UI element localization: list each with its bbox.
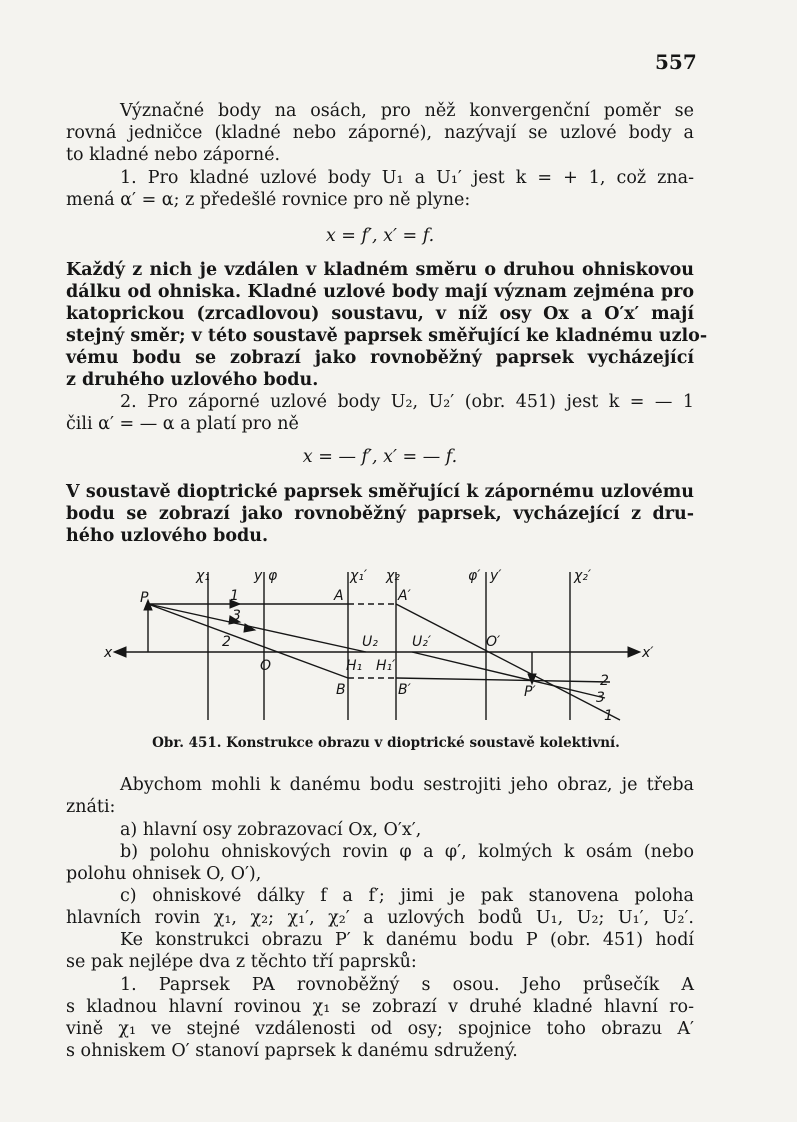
label-x: x <box>104 645 113 661</box>
paragraph-line: 1. Pro kladné uzlové body U₁ a U₁′ jest k = + 1, což zna- <box>120 168 694 188</box>
paragraph-line: mená α′ = α; z předešlé rovnice pro ně plyne: <box>66 190 471 210</box>
label-ray-2-out: 2 <box>600 673 609 689</box>
label-ray-3-out: 3 <box>596 690 605 706</box>
paragraph-line: čili α′ = — α a platí pro ně <box>66 414 299 434</box>
label-O: O <box>260 658 272 674</box>
label-ray-1: 1 <box>230 588 239 604</box>
equation-2: x = — f′, x′ = — f. <box>302 447 458 467</box>
label-ray-3: 3 <box>232 608 241 624</box>
label-chi2: χ₂ <box>386 568 400 584</box>
paragraph-line: s kladnou hlavní rovinou χ₁ se zobrazí v druhé kladné hlavní ro- <box>66 997 694 1017</box>
paragraph-line: to kladné nebo záporné. <box>66 145 281 165</box>
figure-caption: Obr. 451. Konstrukce obrazu v dioptrické soustavě kolektivní. <box>152 735 620 751</box>
paragraph-line: hého uzlového bodu. <box>66 526 269 546</box>
paragraph-line: 2. Pro záporné uzlové body U₂, U₂′ (obr. 451) jest k = — 1 <box>120 392 694 412</box>
equation-1: x = f′, x′ = f. <box>325 226 435 246</box>
label-Pp: P′ <box>524 684 536 700</box>
paragraph-line: dálku od ohniska. Kladné uzlové body mají význam zejména pro <box>66 282 694 302</box>
list-item: c) ohniskové dálky f a f′; jimi je pak stanovena poloha <box>120 886 694 906</box>
paragraph-line: Význačné body na osách, pro něž konvergenční poměr se <box>120 101 694 121</box>
paragraph-line: Ke konstrukci obrazu P′ k danému bodu P (obr. 451) hodí <box>120 930 694 950</box>
list-item: b) polohu ohniskových rovin φ a φ′, kolmých k osám (nebo <box>120 842 694 862</box>
label-xp: x′ <box>642 645 654 661</box>
paragraph-line: Abychom mohli k danému bodu sestrojiti jeho obraz, je třeba <box>120 775 694 795</box>
ray-2-out <box>396 678 610 682</box>
arrow-head <box>114 647 126 657</box>
paragraph-line: vému bodu se zobrazí jako rovnoběžný paprsek vycházející <box>66 348 694 368</box>
paragraph-line: bodu se zobrazí jako rovnoběžný paprsek, vycházející z dru- <box>66 504 694 524</box>
list-item: hlavních rovin χ₁, χ₂; χ₁′, χ₂′ a uzlových bodů U₁, U₂; U₁′, U₂′. <box>66 908 694 928</box>
list-item: polohu ohnisek O, O′), <box>66 864 262 884</box>
label-ray-2: 2 <box>222 634 231 650</box>
label-Op: O′ <box>486 634 501 650</box>
paragraph-line: katoprickou (zrcadlovou) soustavu, v níž osy Ox a O′x′ mají <box>66 304 694 324</box>
label-Bp: B′ <box>398 682 411 698</box>
ray-1-out <box>396 604 620 720</box>
paragraph-line: se pak nejlépe dva z těchto tří paprsků: <box>66 952 417 972</box>
paragraph-line: vině χ₁ ve stejné vzdálenosti od osy; spojnice toho obrazu A′ <box>66 1019 694 1039</box>
paragraph-line: s ohniskem O′ stanoví paprsek k danému sdružený. <box>66 1041 518 1061</box>
list-item: a) hlavní osy zobrazovací Ox, O′x′, <box>120 820 422 840</box>
label-P: P <box>140 590 149 606</box>
paragraph-line: Každý z nich je vzdálen v kladném směru o druhou ohniskovou <box>66 260 694 280</box>
label-A: A <box>334 588 344 604</box>
paragraph-line: V soustavě dioptrické paprsek směřující k zápornému uzlovému <box>66 482 694 502</box>
ray-3-out <box>412 652 605 698</box>
label-B: B <box>336 682 346 698</box>
label-chi2p: χ₂′ <box>574 568 592 584</box>
paragraph-line: rovná jedničce (kladné nebo záporné), nazývají se uzlové body a <box>66 123 694 143</box>
label-U2p: U₂′ <box>412 634 432 650</box>
paragraph-line: 1. Paprsek PA rovnoběžný s osou. Jeho průsečík A <box>120 975 694 995</box>
label-phip: φ′ <box>468 568 481 584</box>
label-ray-1-out: 1 <box>604 708 613 724</box>
label-H1: H₁ <box>346 658 363 674</box>
paragraph-line: znáti: <box>66 797 116 817</box>
label-phi: φ <box>268 568 278 584</box>
label-y: y <box>254 568 263 584</box>
label-yp: y′ <box>490 568 502 584</box>
paragraph-line: stejný směr; v této soustavě paprsek směřující ke kladnému uzlo- <box>66 326 708 346</box>
paragraph-line: z druhého uzlového bodu. <box>66 370 319 390</box>
arrow-head <box>628 647 640 657</box>
optics-diagram <box>100 560 660 725</box>
label-H1p: H₁′ <box>376 658 396 674</box>
label-U2: U₂ <box>362 634 378 650</box>
label-chi1: χ₁ <box>196 568 210 584</box>
label-chi1p: χ₁′ <box>350 568 368 584</box>
label-Ap: A′ <box>398 588 411 604</box>
page-number: 557 <box>655 50 697 74</box>
